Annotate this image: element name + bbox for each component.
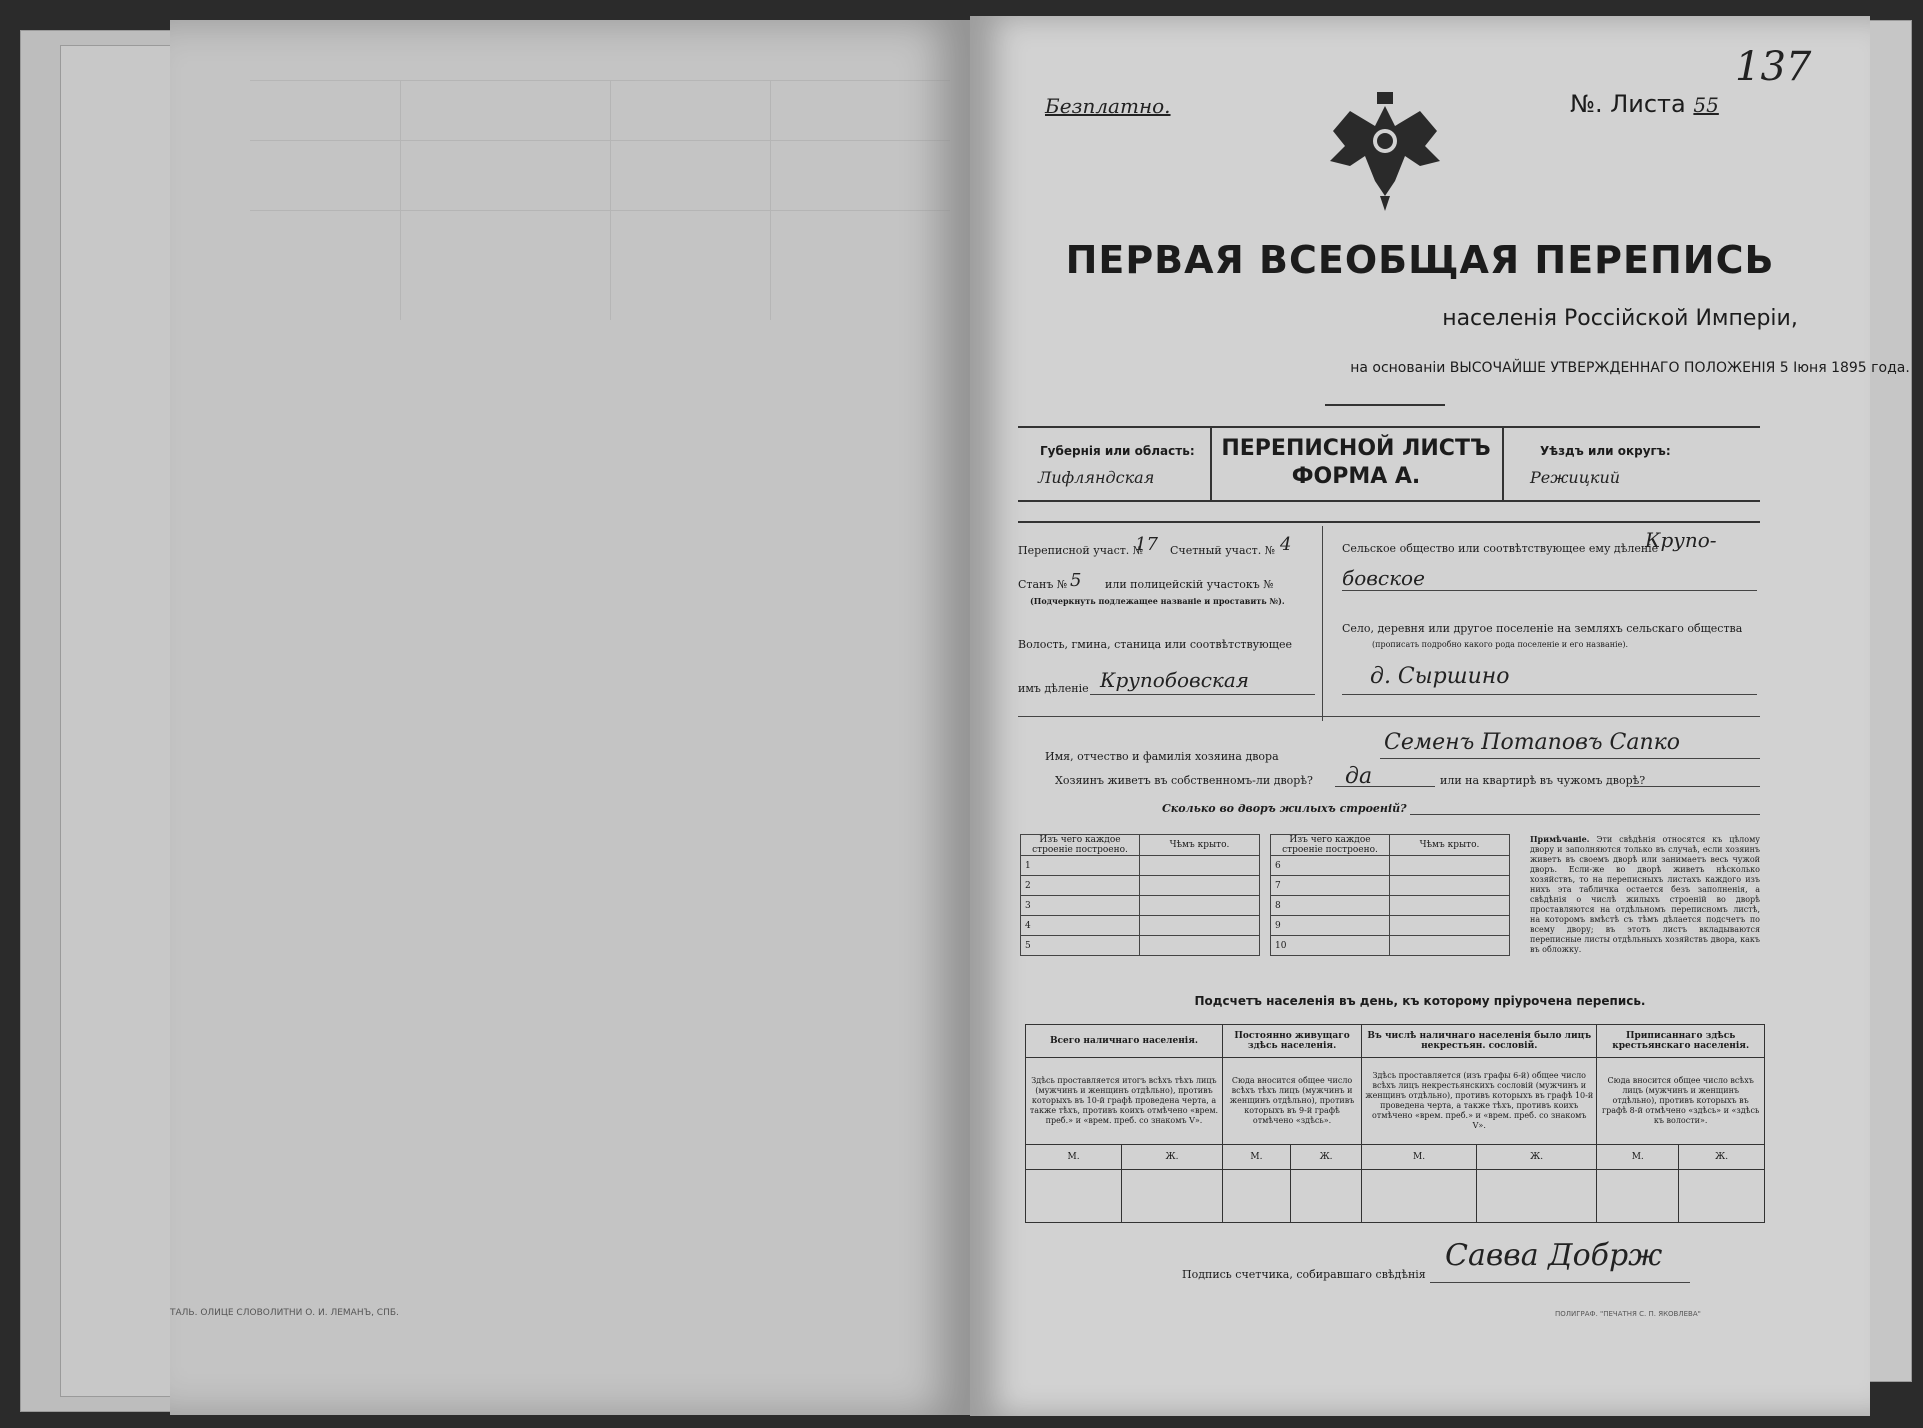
population-table <box>1025 1024 1765 1223</box>
volost-value: Крупобовская <box>1100 668 1250 692</box>
ornament-divider <box>1325 404 1445 406</box>
count-plot-label: Счетный участ. № <box>1170 544 1276 557</box>
owner-label: Имя, отчество и фамилія хозяина двора <box>1045 750 1279 763</box>
table-row <box>1021 936 1260 956</box>
fields-divider <box>1322 526 1323 721</box>
sheet-number-label: №. Листа <box>1570 90 1686 118</box>
form-title-line-2: ФОРМА А. <box>1291 464 1421 489</box>
population-heading: Подсчетъ населенія въ день, къ которому пріурочена перепись. <box>1194 994 1646 1008</box>
table-row <box>1021 916 1260 936</box>
village-underline <box>1342 694 1757 695</box>
sheet-number <box>1570 90 1719 118</box>
form-title-line-1: ПЕРЕПИСНОЙ ЛИСТЪ <box>1221 436 1491 461</box>
census-form-page <box>970 16 1910 1416</box>
pop-col-title-1: Всего наличнаго населенія. <box>1026 1025 1223 1058</box>
table-row <box>1021 856 1260 876</box>
gubernia-value: Лифляндская <box>1038 468 1155 487</box>
owner-value: Семенъ Потаповъ Сапко <box>1384 730 1681 755</box>
fields-top-rule <box>1018 521 1760 523</box>
pop-m: М. <box>1222 1145 1290 1170</box>
row-number: 10 <box>1271 936 1390 956</box>
note-title: Примѣчаніе. <box>1530 834 1590 844</box>
own-yard-value: да <box>1345 764 1373 789</box>
owner-underline <box>1380 758 1760 759</box>
signature-label: Подпись счетчика, собиравшаго свѣдѣнія <box>1182 1268 1426 1281</box>
volost-underline <box>1090 694 1315 695</box>
pop-col-title-3: Въ числѣ наличнаго населенія было лицъ некрестьян. сословій. <box>1362 1025 1597 1058</box>
stan-value: 5 <box>1070 570 1082 591</box>
pop-col-desc-2: Сюда вносится общее число всѣхъ тѣхъ лицъ (мужчинъ и женщинъ отдѣльно), противъ которыхъ въ 9-й графѣ отмѣчено «здѣсь». <box>1222 1058 1361 1145</box>
village-value: д. Сыршино <box>1370 664 1510 689</box>
dwellings-table-right <box>1270 834 1510 956</box>
col-roof: Чѣмъ крыто. <box>1140 835 1260 856</box>
note-text: Эти свѣдѣнія относятся къ цѣлому двору и заполняются только въ случаѣ, если хозяинъ живетъ въ своемъ дворѣ или занимаетъ весь чужой дворъ. Если-же во дворѣ живетъ нѣсколько хозяйствъ, то на переписныхъ листахъ каждого изъ нихъ эта табличка остается безъ заполненія, а свѣдѣнія о числѣ жилыхъ строеній во дворѣ проставляются на отдѣльномъ переписномъ листѣ, на которомъ вмѣстѣ съ тѣмъ дѣлается подсчетъ по всему двору; въ этотъ листъ вкладываются переписные листы отдѣльныхъ хозяйствъ двора, какъ въ обложку. <box>1530 835 1761 954</box>
row-number: 1 <box>1021 856 1140 876</box>
pop-col-desc-3: Здѣсь проставляется (изъ графы 6-й) общее число всѣхъ лицъ некрестьянскихъ сословій (мужчинъ и женщинъ отдѣльно), противъ которыхъ въ графѣ 10-й проведена черта, а также тѣхъ, противъ коихъ отмѣчено «врем. преб.» и «врем. преб. со знакомъ V». <box>1362 1058 1597 1145</box>
pop-m: М. <box>1597 1145 1679 1170</box>
table-row <box>1271 936 1510 956</box>
row-number: 7 <box>1271 876 1390 896</box>
form-subtitle: населенія Россійской Имперіи, <box>1442 306 1798 331</box>
society-label: Сельское общество или соотвѣтствующее ему дѣленіе <box>1342 542 1659 555</box>
row-number: 5 <box>1021 936 1140 956</box>
stan-note: (Подчеркнуть подлежащее названіе и проставить №). <box>1030 596 1285 606</box>
row-number: 9 <box>1271 916 1390 936</box>
pop-m: М. <box>1362 1145 1477 1170</box>
row-number: 3 <box>1021 896 1140 916</box>
row-number: 4 <box>1021 916 1140 936</box>
pop-col-title-2: Постоянно живущаго здѣсь населенія. <box>1222 1025 1361 1058</box>
pop-f: Ж. <box>1477 1145 1597 1170</box>
gubernia-label: Губернія или область: <box>1040 444 1195 458</box>
uezd-value: Режицкий <box>1530 468 1621 487</box>
left-page-bleed-through <box>250 80 950 320</box>
volost-label-2: имъ дѣленіе <box>1018 682 1089 695</box>
table-row <box>1271 856 1510 876</box>
pop-f: Ж. <box>1679 1145 1765 1170</box>
stan-label: Станъ № <box>1018 578 1068 591</box>
row-number: 6 <box>1271 856 1390 876</box>
left-imprint: ТАЛЬ. ОЛИЦЕ СЛОВОЛИТНИ О. И. ЛЕМАНЪ, СПБ. <box>170 1308 399 1318</box>
signature-value: Савва Добрж <box>1445 1238 1663 1273</box>
table-row <box>1271 896 1510 916</box>
count-plot-value: 4 <box>1280 534 1292 555</box>
imperial-eagle-icon <box>1325 86 1445 216</box>
pop-m: М. <box>1026 1145 1122 1170</box>
rent-underline <box>1630 786 1760 787</box>
own-yard-label: Хозяинъ живетъ въ собственномъ-ли дворѣ? <box>1055 774 1313 787</box>
row-number: 2 <box>1021 876 1140 896</box>
society-underline <box>1342 590 1757 591</box>
census-plot-label: Переписной участ. № <box>1018 544 1144 557</box>
society-value-1: Крупо- <box>1645 528 1717 552</box>
village-label: Село, деревня или другое поселеніе на земляхъ сельскаго общества <box>1342 622 1743 635</box>
pop-f: Ж. <box>1290 1145 1361 1170</box>
census-plot-value: 17 <box>1135 534 1158 555</box>
pop-col-title-4: Приписаннаго здѣсь крестьянскаго населенія. <box>1597 1025 1765 1058</box>
dwellings-underline <box>1410 814 1760 815</box>
dwellings-note <box>1530 834 1760 955</box>
free-label: Безплатно. <box>1045 94 1171 118</box>
village-note: (прописать подробно какого рода поселеніе и его названіе). <box>1372 640 1628 649</box>
dwellings-table-left <box>1020 834 1260 956</box>
signature-underline <box>1430 1282 1690 1283</box>
table-row <box>1271 876 1510 896</box>
pop-col-desc-1: Здѣсь проставляется итогъ всѣхъ тѣхъ лицъ (мужчинъ и женщинъ отдѣльно), противъ которыхъ въ 10-й графѣ проведена черта, а также тѣхъ, противъ коихъ отмѣчено «врем. преб.» и «врем. преб. со знакомъ V». <box>1026 1058 1223 1145</box>
col-material: Изъ чего каждое строеніе построено. <box>1021 835 1140 856</box>
form-title: ПЕРВАЯ ВСЕОБЩАЯ ПЕРЕПИСЬ <box>1065 238 1775 282</box>
population-values-row <box>1026 1170 1765 1223</box>
dwellings-label: Сколько во дворъ жилыхъ строеній? <box>1162 802 1407 815</box>
uezd-label: Уѣздъ или округъ: <box>1540 444 1671 458</box>
sheet-number-value: 55 <box>1693 93 1719 117</box>
volost-label-1: Волость, гмина, станица или соотвѣтствующее <box>1018 638 1292 651</box>
table-row <box>1271 916 1510 936</box>
form-basis: на основаніи ВЫСОЧАЙШЕ УТВЕРЖДЕННАГО ПОЛОЖЕНІЯ 5 Іюня 1895 года. <box>1350 360 1910 376</box>
archive-number: 137 <box>1735 44 1812 90</box>
table-row <box>1021 896 1260 916</box>
row-number: 8 <box>1271 896 1390 916</box>
header-box-divider-2 <box>1502 426 1504 500</box>
left-page <box>170 20 972 1415</box>
own-yard-underline <box>1335 786 1435 787</box>
rent-label: или на квартирѣ въ чужомъ дворѣ? <box>1440 774 1646 787</box>
police-label: или полицейскій участокъ № <box>1105 578 1274 591</box>
pop-col-desc-4: Сюда вносится общее число всѣхъ лицъ (мужчинъ и женщинъ отдѣльно), противъ которыхъ въ графѣ 8-й отмѣчено «здѣсь» и «здѣсь къ волости». <box>1597 1058 1765 1145</box>
table-row <box>1021 876 1260 896</box>
pop-f: Ж. <box>1122 1145 1223 1170</box>
society-value-2: бовское <box>1342 566 1425 590</box>
imprint-right: ПОЛИГРАФ. "ПЕЧАТНЯ С. П. ЯКОВЛЕВА" <box>1555 1310 1701 1318</box>
fields-bottom-rule <box>1018 716 1760 717</box>
col-roof: Чѣмъ крыто. <box>1390 835 1510 856</box>
col-material: Изъ чего каждое строеніе построено. <box>1271 835 1390 856</box>
